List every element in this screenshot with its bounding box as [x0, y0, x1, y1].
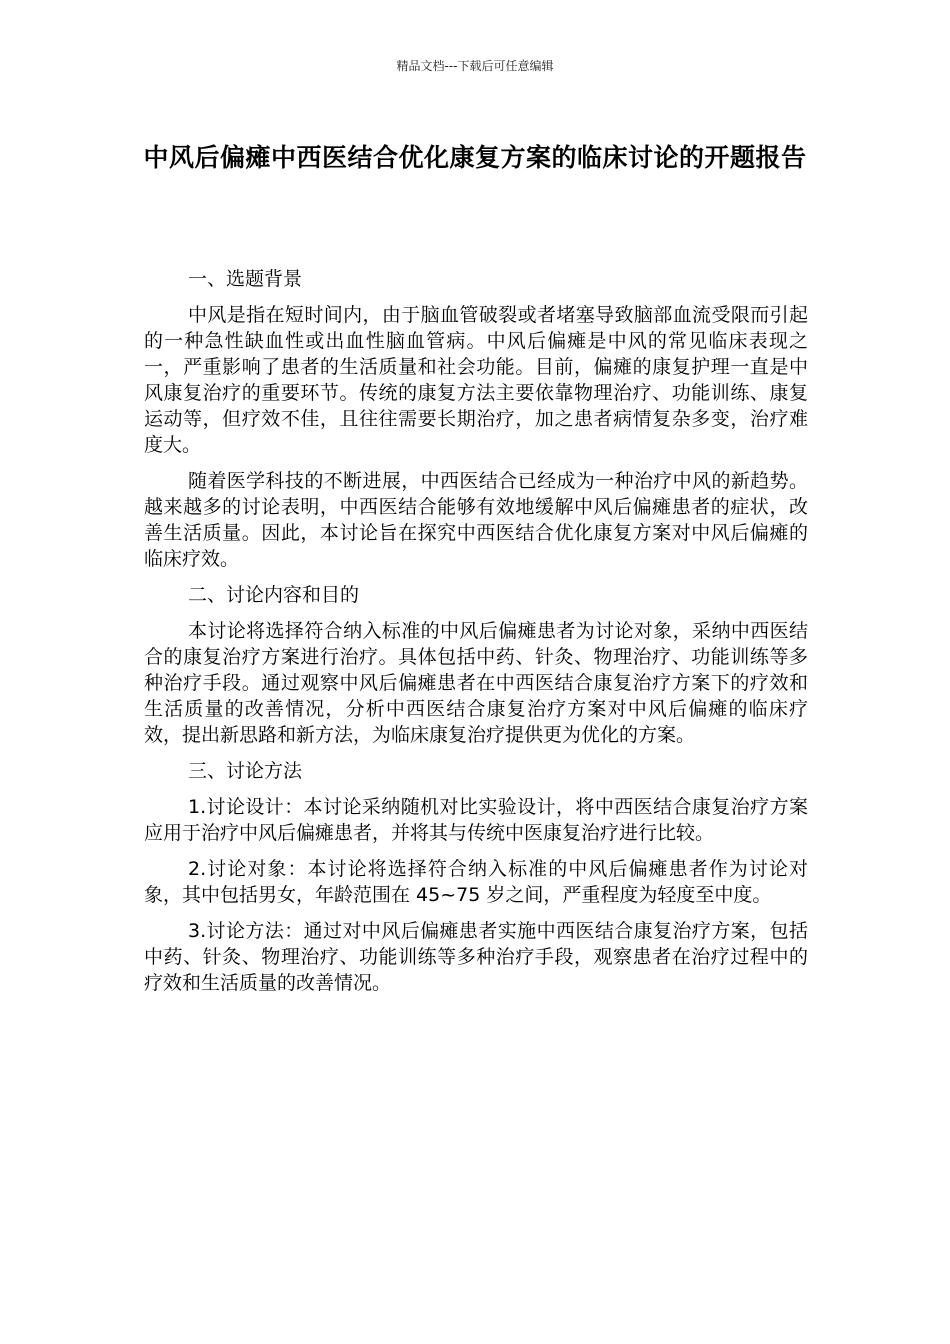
paragraph-background-2: 随着医学科技的不断进展，中西医结合已经成为一种治疗中风的新趋势。越来越多的讨论表明，中西医结合能够有效地缓解中风后偏瘫患者的症状，改善生活质量。因此，本讨论旨在探究中西医结合优化康复方案对中风后偏瘫的临床疗效。 — [144, 470, 808, 570]
paragraph-methods-procedure: 3.讨论方法：通过对中风后偏瘫患者实施中西医结合康复治疗方案，包括中药、针灸、物理治疗、功能训练等多种治疗手段，观察患者在治疗过程中的疗效和生活质量的改善情况。 — [144, 920, 808, 994]
paragraph-methods-subjects: 2.讨论对象：本讨论将选择符合纳入标准的中风后偏瘫患者作为讨论对象，其中包括男女，年龄范围在 45~75 岁之间，严重程度为轻度至中度。 — [144, 858, 808, 906]
header-note: 精品文档---下载后可任意编辑 — [396, 59, 554, 73]
section-heading-methods: 三、讨论方法 — [188, 760, 303, 782]
paragraph-background-1: 中风是指在短时间内，由于脑血管破裂或者堵塞导致脑部血流受限而引起的一种急性缺血性或出血性脑血管病。中风后偏瘫是中风的常见临床表现之一，严重影响了患者的生活质量和社会功能。目前，偏瘫的康复护理一直是中风康复治疗的重要环节。传统的康复方法主要依靠物理治疗、功能训练、康复运动等，但疗效不佳，且往往需要长期治疗，加之患者病情复杂多变，治疗难度大。 — [144, 304, 808, 456]
paragraph-content-purpose-1: 本讨论将选择符合纳入标准的中风后偏瘫患者为讨论对象，采纳中西医结合的康复治疗方案进行治疗。具体包括中药、针灸、物理治疗、功能训练等多种治疗手段。通过观察中风后偏瘫患者在中西医结合康复治疗方案下的疗效和生活质量的改善情况，分析中西医结合康复治疗方案对中风后偏瘫的临床疗效，提出新思路和新方法，为临床康复治疗提供更为优化的方案。 — [144, 620, 808, 746]
paragraph-methods-design: 1.讨论设计：本讨论采纳随机对比实验设计，将中西医结合康复治疗方案应用于治疗中风后偏瘫患者，并将其与传统中医康复治疗进行比较。 — [144, 796, 808, 844]
section-heading-background: 一、选题背景 — [188, 268, 303, 290]
document-title: 中风后偏瘫中西医结合优化康复方案的临床讨论的开题报告 — [143, 143, 807, 172]
document-body — [144, 266, 808, 1006]
section-heading-content-purpose: 二、讨论内容和目的 — [188, 584, 360, 606]
